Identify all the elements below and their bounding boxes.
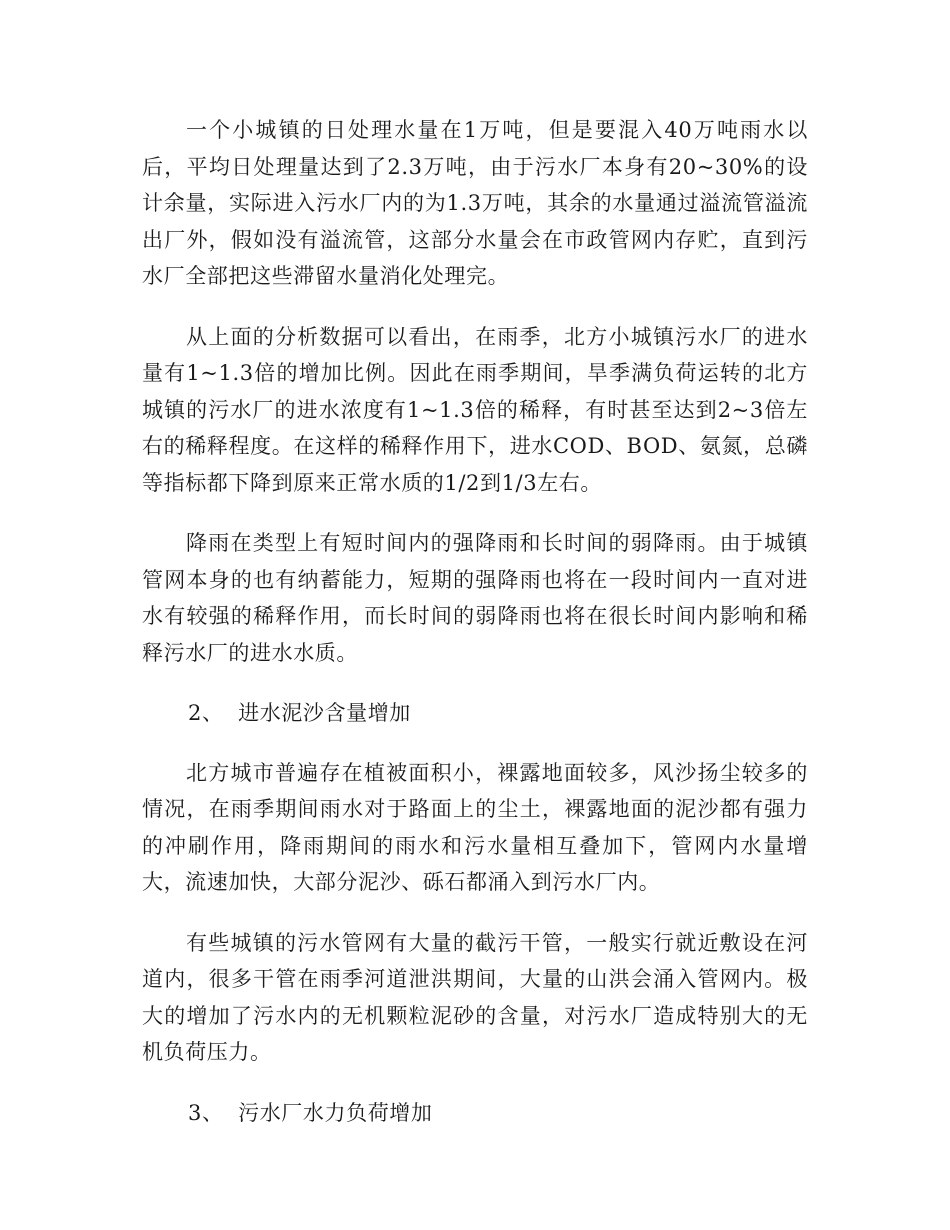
section-heading-hydraulic-load: 3、 污水厂水力负荷增加 — [188, 1100, 433, 1125]
paragraph-rainfall-types: 降雨在类型上有短时间内的强降雨和长时间的弱降雨。由于城镇管网本身的也有纳蓄能力，短期的强降雨也将在一段时间内一直对进水有较强的稀释作用，而长时间的弱降雨也将在很长时间内影响和稀释污水厂的进水水质。 — [142, 531, 808, 665]
paragraph-daily-volume: 一个小城镇的日处理水量在1万吨，但是要混入40万吨雨水以后，平均日处理量达到了2.3万吨，由于污水厂本身有20~30%的设计余量，实际进入污水厂内的为1.3万吨，其余的水量通过溢流管溢流出厂外，假如没有溢流管，这部分水量会在市政管网内存贮，直到污水厂全部把这些滞留水量消化处理完。 — [142, 118, 808, 288]
section-heading-sediment: 2、 进水泥沙含量增加 — [188, 701, 411, 725]
paragraph-dilution-analysis: 从上面的分析数据可以看出，在雨季，北方小城镇污水厂的进水量有1~1.3倍的增加比例。因此在雨季期间，旱季满负荷运转的北方城镇的污水厂的进水浓度有1~1.3倍的稀释，有时甚至达到2~3倍左右的稀释程度。在这样的稀释作用下，进水COD、BOD、氨氮，总磷等指标都下降到原来正常水质的1/2到1/3左右。 — [142, 324, 808, 495]
paragraph-interceptor-pipes: 有些城镇的污水管网有大量的截污干管，一般实行就近敷设在河道内，很多干管在雨季河道泄洪期间，大量的山洪会涌入管网内。极大的增加了污水内的无机颗粒泥砂的含量，对污水厂造成特别大的无机负荷压力。 — [142, 930, 808, 1064]
paragraph-northern-cities: 北方城市普遍存在植被面积小，裸露地面较多，风沙扬尘较多的情况，在雨季期间雨水对于路面上的尘土，裸露地面的泥沙都有强力的冲刷作用，降雨期间的雨水和污水量相互叠加下，管网内水量增大，流速加快，大部分泥沙、砾石都涌入到污水厂内。 — [142, 760, 808, 894]
